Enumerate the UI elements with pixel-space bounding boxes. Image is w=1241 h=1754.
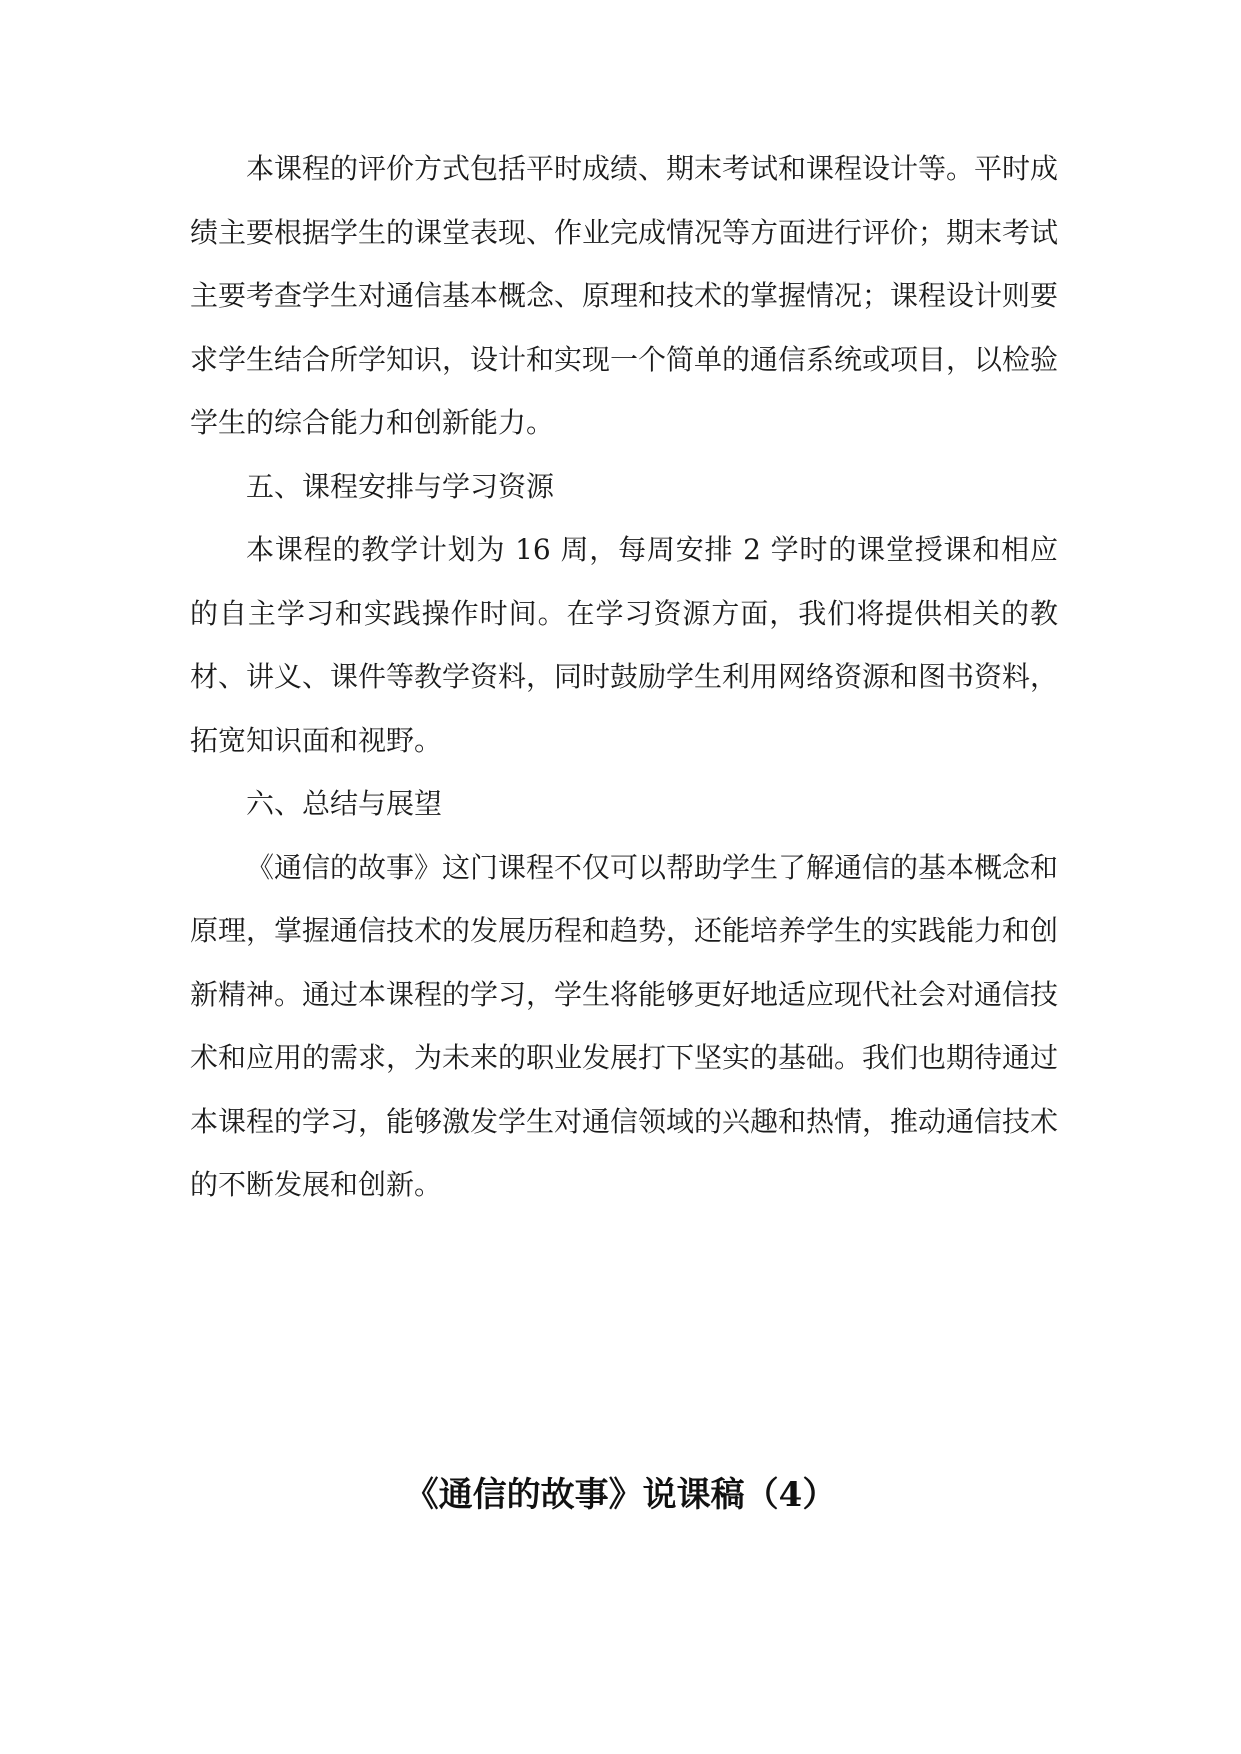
paragraph-evaluation: 本课程的评价方式包括平时成绩、期末考试和课程设计等。平时成绩主要根据学生的课堂表现、作业完成情况等方面进行评价；期末考试主要考查学生对通信基本概念、原理和技术的掌握情况；课程设计则要求学生结合所学知识，设计和实现一个简单的通信系统或项目，以检验学生的综合能力和创新能力。 xyxy=(190,152,1059,439)
document-body xyxy=(190,137,1058,1217)
next-document-title: 《通信的故事》说课稿（4） xyxy=(404,1475,837,1515)
section-heading-summary: 六、总结与展望 xyxy=(246,787,443,820)
paragraph-schedule: 本课程的教学计划为 16 周，每周安排 2 学时的课堂授课和相应的自主学习和实践操作时间。在学习资源方面，我们将提供相关的教材、讲义、课件等教学资料，同时鼓励学生利用网络资源和图书资料，拓宽知识面和视野。 xyxy=(190,533,1059,757)
section-heading-schedule: 五、课程安排与学习资源 xyxy=(246,469,555,503)
paragraph-summary: 《通信的故事》这门课程不仅可以帮助学生了解通信的基本概念和原理，掌握通信技术的发展历程和趋势，还能培养学生的实践能力和创新精神。通过本课程的学习，学生将能够更好地适应现代社会对通信技术和应用的需求，为未来的职业发展打下坚实的基础。我们也期待通过本课程的学习，能够激发学生对通信领域的兴趣和热情，推动通信技术的不断发展和创新。 xyxy=(190,850,1059,1201)
